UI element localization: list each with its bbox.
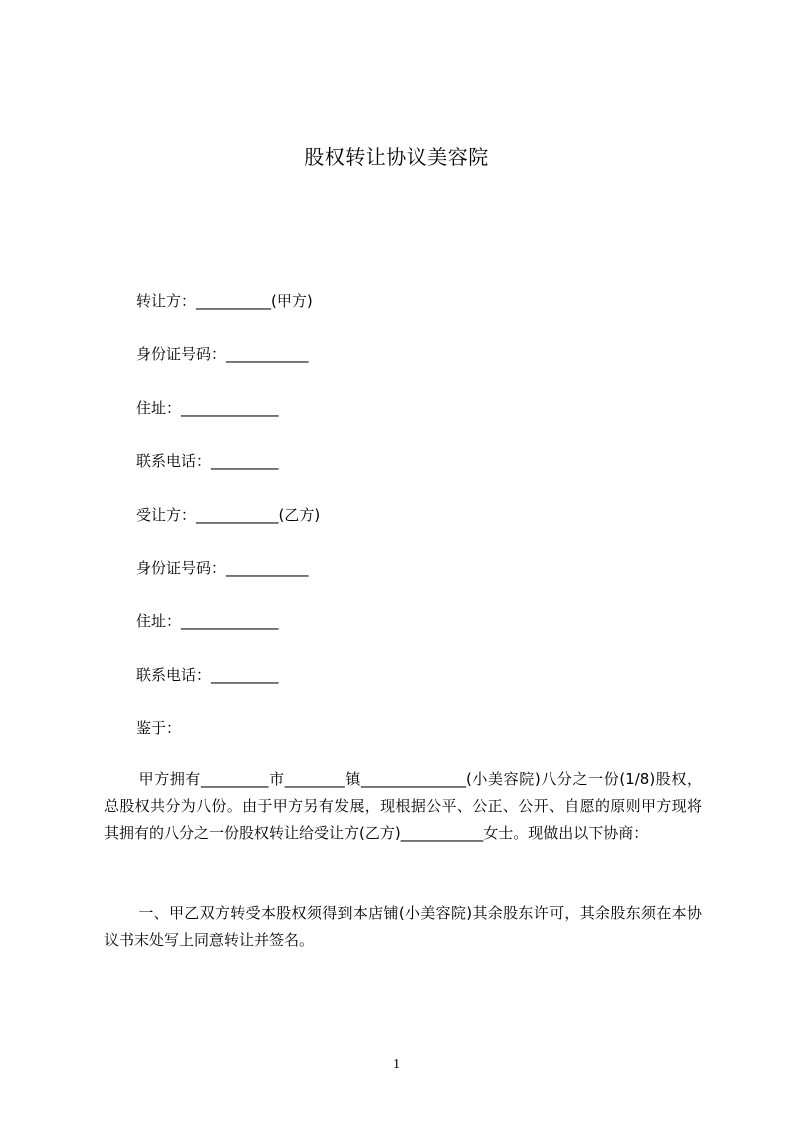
- agreement-paragraph-1: [104, 766, 702, 847]
- transferee-phone-field: 联系电话：_________: [136, 666, 279, 684]
- agreement-paragraph-2: [104, 900, 702, 954]
- transferee-address-field: 住址：_____________: [136, 612, 279, 630]
- whereas-label: 鉴于：: [136, 719, 182, 737]
- document-title: 股权转让协议美容院: [304, 145, 489, 169]
- page-number: 1: [393, 1057, 400, 1072]
- transferee-name-field: 受让方：___________(乙方): [136, 506, 321, 524]
- transferor-address-field: 住址：_____________: [136, 399, 279, 417]
- paragraph-2-text: 一、甲乙双方转受本股权须得到本店铺(小美容院)其余股东许可，其余股东须在本协议书末处写上同意转让并签名。: [104, 904, 702, 949]
- transferee-id-number-field: 身份证号码：___________: [136, 559, 309, 577]
- transferor-name-field: 转让方：__________(甲方): [136, 292, 313, 310]
- transferor-phone-field: 联系电话：_________: [136, 452, 279, 470]
- transferor-id-number-field: 身份证号码：___________: [136, 345, 309, 363]
- paragraph-1-text: 甲方拥有_________市________镇______________(小美容院)八分之一份(1/8)股权，总股权共分为八份。由于甲方另有发展，现根据公平、公正、公开、自愿的原则甲方现将其拥有的八分之一份股权转让给受让方(乙方)___________女士。现做出以下协商：: [104, 770, 702, 842]
